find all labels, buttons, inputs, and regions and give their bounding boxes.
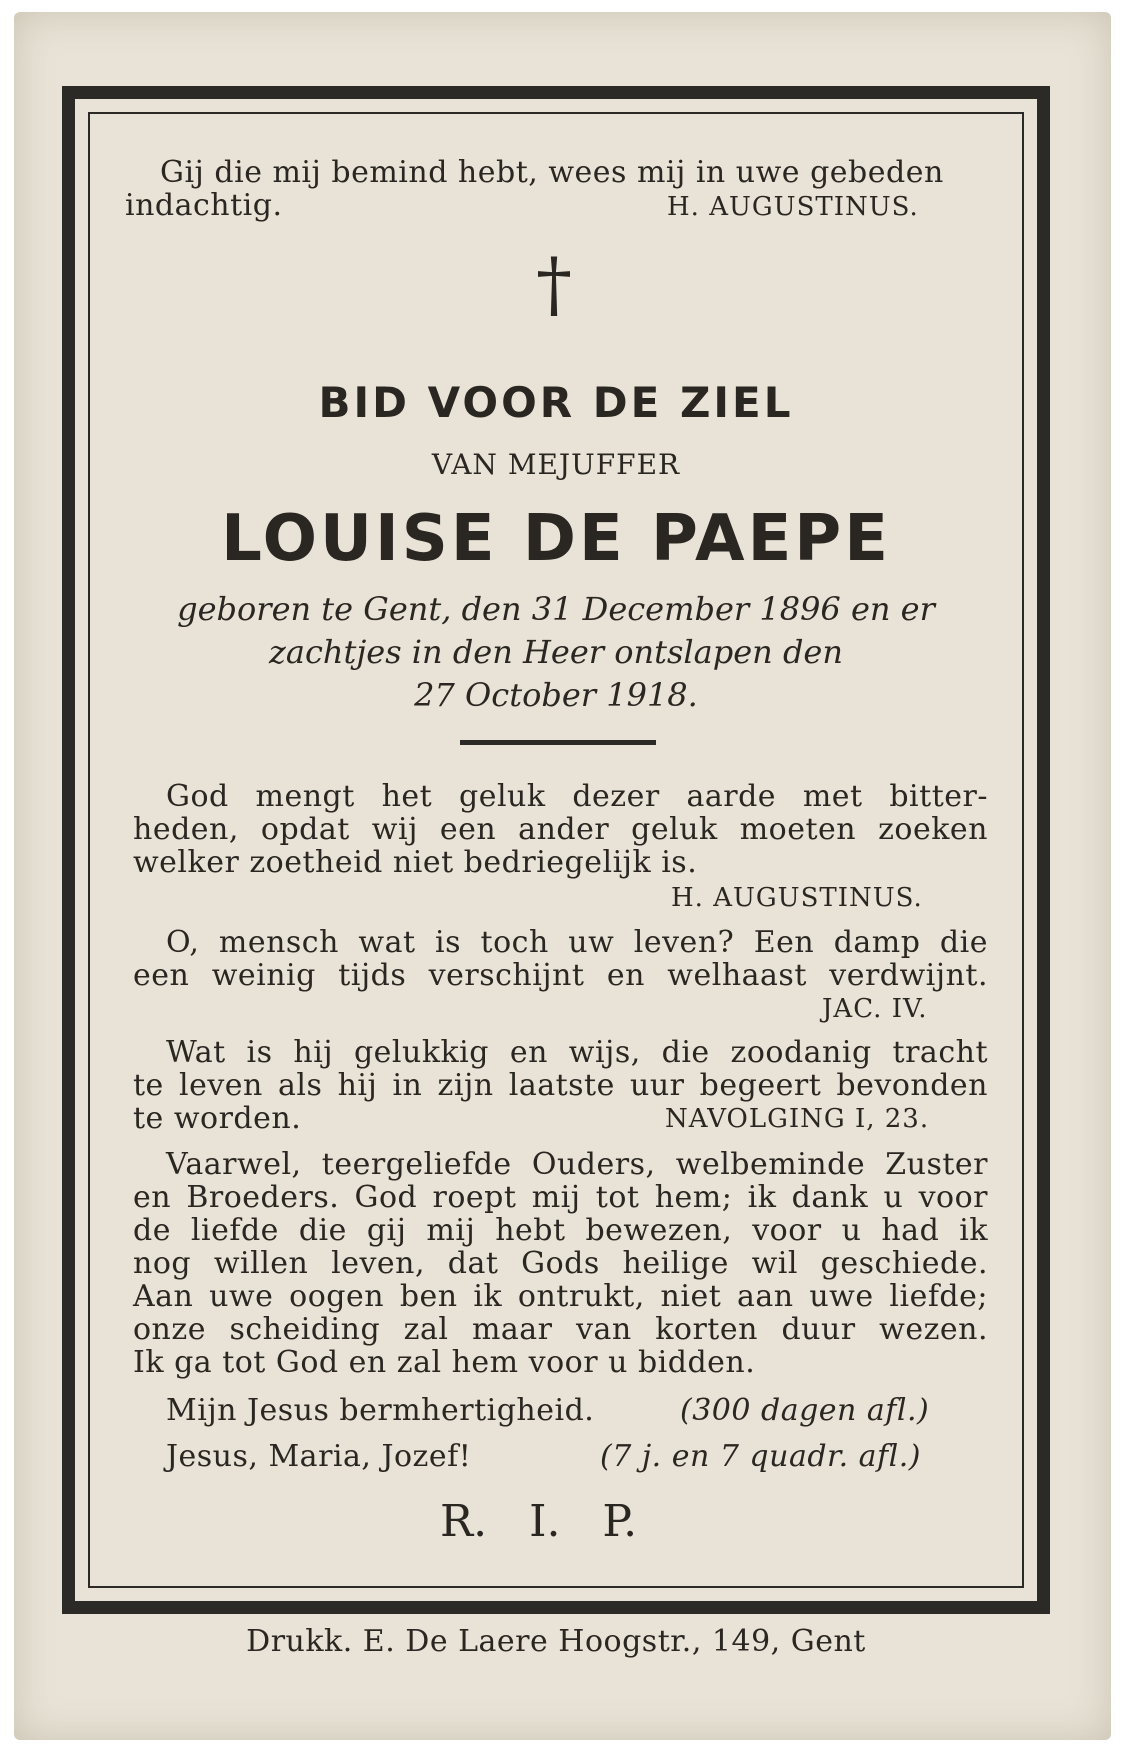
quote-1-source: H. AUGUSTINUS.: [671, 883, 923, 913]
farewell-line-3: de liefde die gij mij hebt bewezen, voor u had ik: [133, 1213, 988, 1248]
quote-1-line-3: welker zoetheid niet bedriegelijk is.: [133, 845, 698, 880]
honorific: VAN MEJUFFER: [431, 448, 681, 481]
farewell-line-7: Ik ga tot God en zal hem voor u bidden.: [133, 1345, 756, 1380]
farewell-line-1: Vaarwel, teergeliefde Ouders, welbeminde Zuster: [166, 1147, 988, 1182]
quote-2-line-1: O, mensch wat is toch uw leven? Een damp die: [166, 925, 988, 960]
farewell-line-6: onze scheiding zal maar van korten duur wezen.: [133, 1312, 988, 1347]
quote-2-source: JAC. IV.: [822, 994, 928, 1024]
indulgence-2: (7 j. en 7 quadr. afl.): [600, 1439, 921, 1474]
quote-2-line-2: een weinig tijds verschijnt en welhaast verdwijnt.: [133, 958, 988, 993]
epigraph-attribution: H. AUGUSTINUS.: [667, 192, 919, 222]
deceased-name: LOUISE DE PAEPE: [221, 502, 891, 576]
printer-imprint: Drukk. E. De Laere Hoogstr., 149, Gent: [246, 1624, 866, 1659]
indulgence-1: (300 dagen afl.): [680, 1393, 930, 1428]
farewell-line-5: Aan uwe oogen ben ik ontrukt, niet aan uwe liefde;: [133, 1279, 988, 1314]
quote-3-source: NAVOLGING I, 23.: [665, 1104, 930, 1134]
rip-text: R. I. P.: [440, 1496, 638, 1547]
death-date: 27 October 1918.: [414, 676, 698, 714]
farewell-line-2: en Broeders. God roept mij tot hem; ik dank u voor: [133, 1180, 988, 1215]
indulgence-prayer-1: Mijn Jesus bermhertigheid.: [166, 1393, 595, 1428]
indulgence-prayer-2: Jesus, Maria, Jozef!: [166, 1439, 472, 1474]
epigraph-line-2: indachtig.: [125, 188, 283, 223]
quote-3-line-3: te worden.: [133, 1101, 302, 1136]
cross-icon: †: [536, 242, 572, 326]
quote-1-line-1: God mengt het geluk dezer aarde met bitter-: [166, 779, 988, 814]
prayer-heading: BID VOOR DE ZIEL: [318, 378, 794, 427]
quote-1-line-2: heden, opdat wij een ander geluk moeten zoeken: [133, 812, 988, 847]
death-line: zachtjes in den Heer ontslapen den: [269, 633, 843, 671]
divider-rule: [460, 740, 656, 745]
birth-line: geboren te Gent, den 31 December 1896 en er: [177, 590, 935, 628]
quote-3-line-1: Wat is hij gelukkig en wijs, die zoodanig tracht: [166, 1035, 988, 1070]
epigraph-line-1: Gij die mij bemind hebt, wees mij in uwe gebeden: [160, 155, 944, 190]
quote-3-line-2: te leven als hij in zijn laatste uur begeert bevonden: [133, 1068, 988, 1103]
farewell-line-4: nog willen leven, dat Gods heilige wil geschiede.: [133, 1246, 988, 1281]
